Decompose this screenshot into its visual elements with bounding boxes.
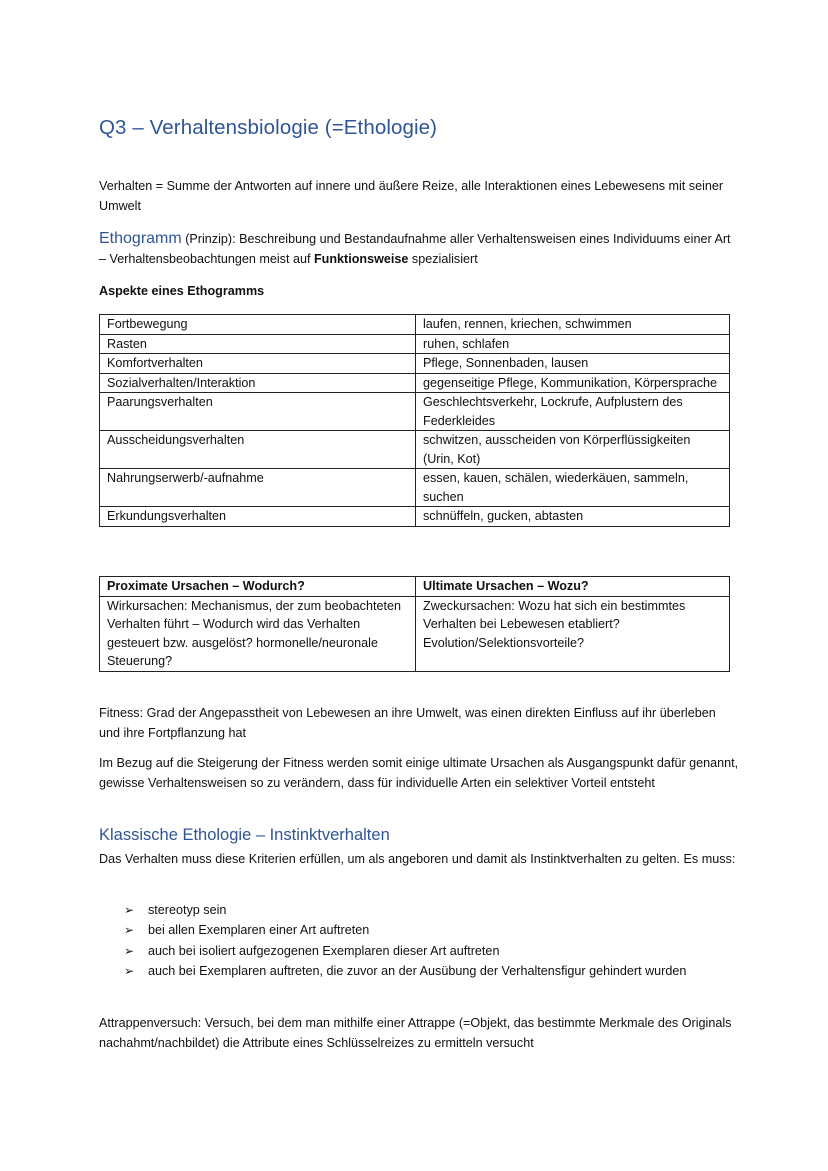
aspect-name: Fortbewegung: [100, 315, 416, 335]
classic-ethology-heading: Klassische Ethologie – Instinktverhalten: [99, 826, 390, 844]
table-row: [100, 334, 730, 354]
ethogram-paragraph: [99, 229, 739, 269]
ethogram-text-b: spezialisiert: [408, 252, 478, 266]
ethogram-bold-word: Funktionsweise: [313, 252, 409, 266]
aspect-examples: schwitzen, ausscheiden von Körperflüssigkeiten (Urin, Kot): [416, 431, 730, 469]
causes-table: [99, 576, 730, 672]
criterion-text: auch bei Exemplaren auftreten, die zuvor an der Ausübung der Verhaltensfigur gehindert wurden: [148, 963, 687, 978]
criterion-text: bei allen Exemplaren einer Art auftreten: [148, 923, 370, 938]
aspect-examples: ruhen, schlafen: [416, 334, 730, 354]
behavior-definition: Verhalten = Summe der Antworten auf innere und äußere Reize, alle Interaktionen eines Lebewesens mit seiner Umwelt: [99, 179, 724, 213]
criterion-text: stereotyp sein: [148, 903, 227, 917]
aspect-examples: essen, kauen, schälen, wiederkäuen, sammeln, suchen: [416, 469, 730, 507]
proximate-text: Wirkursachen: Mechanismus, der zum beobachteten Verhalten führt – Wodurch wird das Verhalten gesteuert bzw. ausgelöst? hormonelle/neuronale Steuerung?: [100, 596, 416, 671]
arrow-bullet-icon: ➢: [124, 903, 135, 917]
aspect-examples: laufen, rennen, kriechen, schwimmen: [416, 315, 730, 335]
aspect-name: Ausscheidungsverhalten: [100, 431, 416, 469]
ultimate-header: Ultimate Ursachen – Wozu?: [416, 577, 730, 597]
ethogram-text-a: : Beschreibung und Bestandaufnahme aller Verhaltensweisen eines Individuums einer Art – Verhaltensbeobachtungen meist auf: [99, 232, 731, 266]
criterion-text: auch bei isoliert aufgezogenen Exemplaren dieser Art auftreten: [148, 943, 500, 958]
aspects-heading: Aspekte eines Ethogramms: [99, 284, 265, 298]
aspect-examples: schnüffeln, gucken, abtasten: [416, 507, 730, 527]
table-row: [100, 393, 730, 431]
list-item: [124, 961, 724, 981]
aspect-examples: Geschlechtsverkehr, Lockrufe, Aufplustern des Federkleides: [416, 393, 730, 431]
list-item: [124, 941, 724, 961]
arrow-bullet-icon: ➢: [124, 963, 135, 978]
arrow-bullet-icon: ➢: [124, 943, 135, 958]
table-row: [100, 469, 730, 507]
aspects-table: [99, 314, 730, 527]
aspect-name: Nahrungserwerb/-aufnahme: [100, 469, 416, 507]
aspect-examples: Pflege, Sonnenbaden, lausen: [416, 354, 730, 374]
table-row: [100, 354, 730, 374]
table-row: [100, 373, 730, 393]
table-row: [100, 596, 730, 671]
arrow-bullet-icon: ➢: [124, 923, 135, 938]
aspect-name: Rasten: [100, 334, 416, 354]
fitness-definition: Fitness: Grad der Angepasstheit von Lebewesen an ihre Umwelt, was einen direkten Einfluss auf ihr überleben und ihre Fortpflanzung hat: [99, 706, 716, 740]
page-title: Q3 – Verhaltensbiologie (=Ethologie): [99, 116, 438, 139]
classic-intro: Das Verhalten muss diese Kriterien erfüllen, um als angeboren und damit als Instinktverhalten zu gelten. Es muss:: [99, 852, 736, 866]
table-row: [100, 431, 730, 469]
aspect-name: Paarungsverhalten: [100, 393, 416, 431]
proximate-header: Proximate Ursachen – Wodurch?: [100, 577, 416, 597]
list-item: [124, 900, 724, 920]
aspect-name: Komfortverhalten: [100, 354, 416, 374]
list-item: [124, 920, 724, 940]
ethogram-heading: Ethogramm: [99, 230, 182, 247]
dummy-experiment: Attrappenversuch: Versuch, bei dem man mithilfe einer Attrappe (=Objekt, das bestimmte Merkmale des Originals nachahmt/nachbildet) die Attribute eines Schlüsselreizes zu ermitteln versucht: [99, 1016, 732, 1050]
criteria-list: [124, 900, 724, 981]
fitness-reference: Im Bezug auf die Steigerung der Fitness werden somit einige ultimate Ursachen als Ausgangspunkt dafür genannt, gewisse Verhaltensweisen so zu verändern, dass für individuelle Arten ein selektiver Vorteil entsteht: [99, 756, 739, 790]
aspect-examples: gegenseitige Pflege, Kommunikation, Körpersprache: [416, 373, 730, 393]
aspect-name: Sozialverhalten/Interaktion: [100, 373, 416, 393]
aspect-name: Erkundungsverhalten: [100, 507, 416, 527]
table-row: [100, 315, 730, 335]
ethogram-qualifier: (Prinzip): [181, 232, 233, 246]
table-header-row: [100, 577, 730, 597]
table-row: [100, 507, 730, 527]
ultimate-text: Zweckursachen: Wozu hat sich ein bestimmtes Verhalten bei Lebewesen etabliert? Evolution/Selektionsvorteile?: [416, 596, 730, 671]
